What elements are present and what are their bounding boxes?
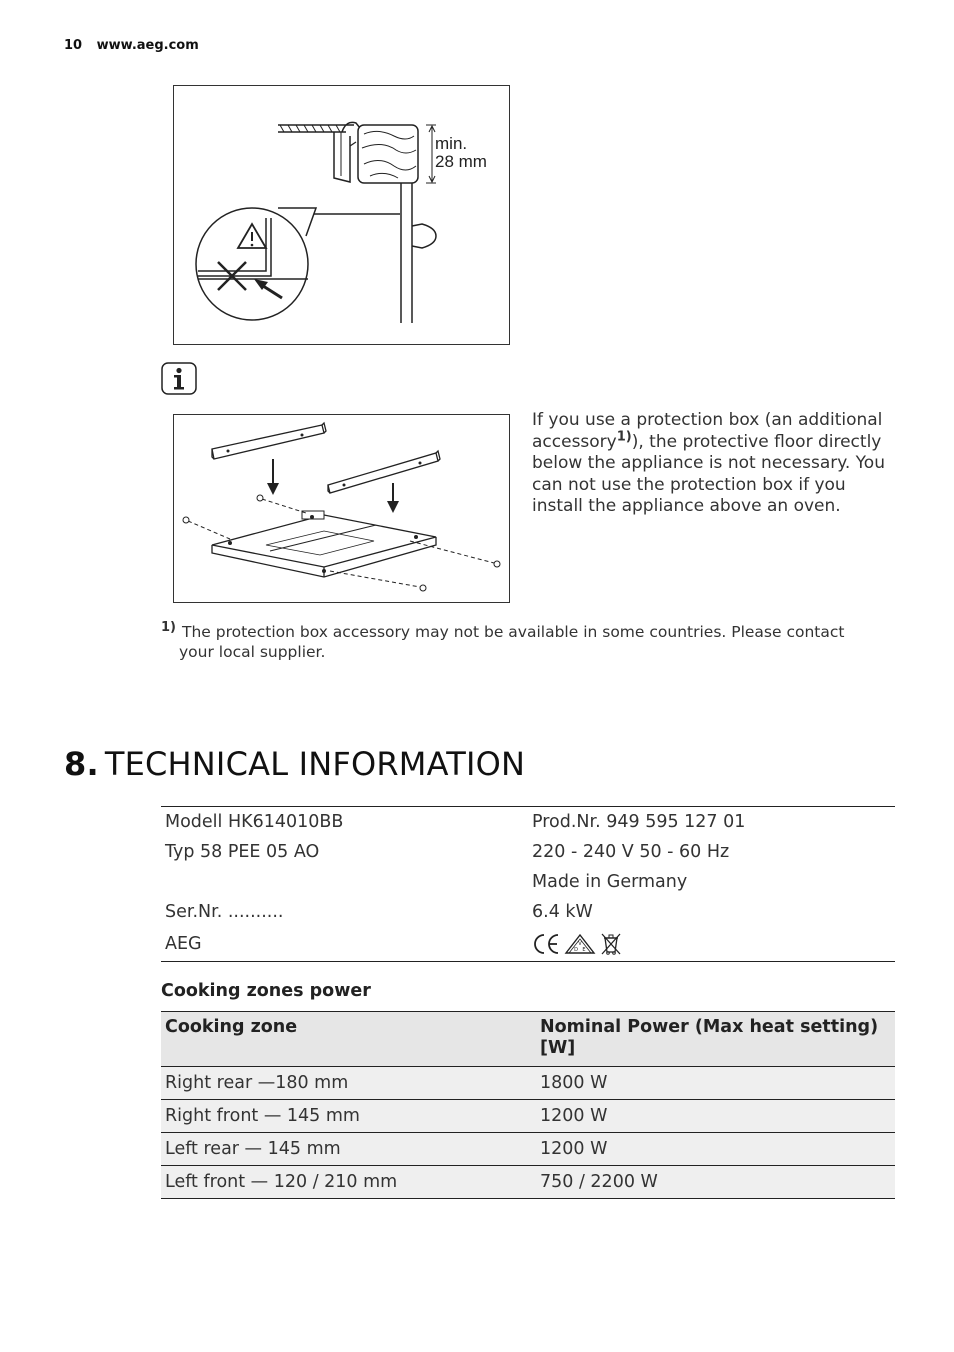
spec-cell-left: Ser.Nr. .......... — [165, 902, 284, 922]
svg-text:V: V — [578, 941, 582, 947]
table-row — [161, 1067, 895, 1100]
worktop-installation-figure — [173, 85, 510, 345]
footnote-line1: The protection box accessory may not be available in some countries. Please contact — [182, 623, 845, 641]
worktop-diagram — [174, 86, 509, 344]
note-text-part2: ), the protective floor directly below the appliance is not necessary. You can not use the protection box if you install the appliance above an oven. — [532, 431, 885, 516]
page-header — [64, 38, 199, 53]
spec-cell-right: Prod.Nr. 949 595 127 01 — [532, 812, 746, 832]
column-header-power: Nominal Power (Max heat setting) [W] — [536, 1012, 895, 1067]
section-heading — [64, 745, 525, 783]
spec-row — [161, 837, 895, 867]
footnote — [161, 618, 881, 662]
dimension-label-mm: 28 mm — [435, 152, 487, 171]
zone-cell: Right rear —180 mm — [161, 1067, 536, 1100]
protection-box-diagram — [174, 415, 509, 602]
table-row — [161, 1133, 895, 1166]
info-icon — [161, 362, 197, 395]
spec-cell-left: Typ 58 PEE 05 AO — [165, 842, 320, 862]
zone-cell: Left front — 120 / 210 mm — [161, 1166, 536, 1199]
spec-cell-left: AEG — [165, 934, 202, 954]
power-cell: 1800 W — [536, 1067, 895, 1100]
vde-mark-icon — [564, 933, 596, 955]
power-cell: 1200 W — [536, 1100, 895, 1133]
table-row — [161, 1166, 895, 1199]
svg-text:D: D — [574, 947, 578, 953]
section-number: 8. — [64, 745, 99, 783]
footnote-line2: your local supplier. — [179, 643, 326, 661]
ce-mark-icon — [532, 933, 560, 955]
weee-bin-icon — [600, 932, 622, 956]
site-url: www.aeg.com — [96, 38, 199, 53]
note-text-part1: If you use a protection box (an additional accessory — [532, 410, 883, 452]
spec-row — [161, 897, 895, 927]
cooking-zones-heading: Cooking zones power — [161, 981, 371, 1001]
spec-cell-right: 6.4 kW — [532, 902, 593, 922]
footnote-mark: 1) — [161, 620, 176, 635]
spec-row — [161, 807, 895, 837]
protection-box-note — [532, 410, 892, 518]
cooking-zones-power-table — [161, 1011, 895, 1199]
column-header-zone: Cooking zone — [161, 1012, 536, 1067]
spec-row — [161, 867, 895, 897]
footnote-reference: 1) — [616, 428, 632, 444]
svg-text:E: E — [582, 947, 586, 953]
certification-marks — [528, 932, 895, 956]
spec-cell-right: 220 - 240 V 50 - 60 Hz — [532, 842, 730, 862]
spec-cell-left: Modell HK614010BB — [165, 812, 344, 832]
table-row — [161, 1100, 895, 1133]
rating-plate-table — [161, 806, 895, 962]
power-cell: 1200 W — [536, 1133, 895, 1166]
zone-cell: Right front — 145 mm — [161, 1100, 536, 1133]
spec-cell-right: Made in Germany — [532, 872, 688, 892]
dimension-label-min: min. — [435, 134, 468, 153]
power-cell: 750 / 2200 W — [536, 1166, 895, 1199]
spec-row — [161, 927, 895, 961]
section-title: TECHNICAL INFORMATION — [104, 745, 526, 783]
table-header-row — [161, 1012, 895, 1067]
zone-cell: Left rear — 145 mm — [161, 1133, 536, 1166]
page-number: 10 — [64, 38, 83, 53]
protection-box-figure — [173, 414, 510, 603]
